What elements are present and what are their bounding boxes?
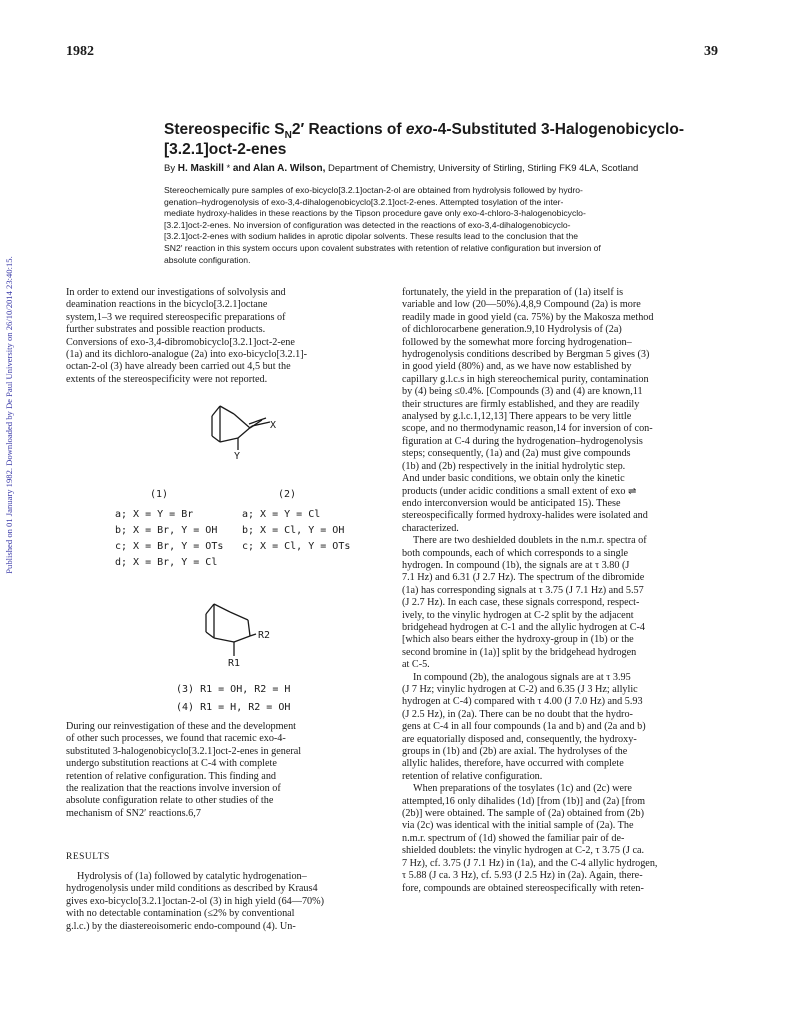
compound-1-variant: c; X = Br, Y = OTs <box>115 541 224 552</box>
text-line: the realization that the reactions involve inversion of <box>66 783 281 795</box>
author-star: * <box>223 163 233 174</box>
structure-1-label-y: Y <box>234 451 241 462</box>
abstract-line: genation–hydrogenolysis of exo-3,4-dihalogenobicyclo[3.2.1]oct-2-enes. Attempted tosylation of the inter- <box>164 196 564 207</box>
text-line: their structures are firmly established, and they are readily <box>402 398 640 410</box>
text-line: substituted 3-halogenobicyclo[3.2.1]oct-2-enes in general <box>66 745 302 757</box>
text-line: Hydrolysis of (1a) followed by catalytic hydrogenation– <box>77 871 307 882</box>
text-line: fortunately, the yield in the preparation of (1a) itself is <box>402 287 624 298</box>
page-number: 39 <box>704 44 718 59</box>
text-line: And under basic conditions, we obtain only the kinetic <box>402 473 625 485</box>
text-line: at C-5. <box>402 659 430 671</box>
text-line: shielded doublets: the vinylic hydrogen at C-2, τ 3.75 (J ca. <box>402 845 645 857</box>
text-line: extents of the stereospecificity were not reported. <box>66 373 268 385</box>
author-name-1: H. Maskill <box>177 163 224 174</box>
text-line: hydrogenolysis conditions described by Bergman 5 gives (3) <box>402 349 650 361</box>
abstract-line: [3.2.1]oct-2-enes with sodium halides in aprotic dipolar solvents. These results lead to the conclusion that the <box>164 231 579 242</box>
text-line: absolute configuration relate to other studies of the <box>66 795 274 807</box>
compound-2-variant: b; X = Cl, Y = OH <box>242 525 345 536</box>
text-line: Conversions of exo-3,4-dibromobicyclo[3.2.1]oct-2-ene <box>66 336 295 348</box>
author-line <box>164 163 754 174</box>
text-line: endo interconversion would be anticipated 15). These <box>402 497 621 509</box>
text-line: retention of relative configuration. <box>402 770 543 782</box>
text-line: n.m.r. spectrum of (1d) showed the familiar pair of de- <box>402 832 625 844</box>
text-line: (J 2.7 Hz). In each case, these signals correspond, respect- <box>402 597 640 609</box>
text-line: readily made in good yield (ca. 75%) by the Makosza method <box>402 311 654 323</box>
col1-para3 <box>66 871 386 933</box>
title-line-2: [3.2.1]oct-2-enes <box>164 141 287 158</box>
author-by: By <box>164 163 178 174</box>
compound-3-caption: (3) R1 = OH, R2 = H <box>176 684 291 695</box>
text-line: octan-2-ol (3) have already been carried out 4,5 but the <box>66 361 291 373</box>
compound-1-variant: d; X = Br, Y = Cl <box>115 557 218 568</box>
abstract <box>164 185 730 266</box>
text-line: fore, compounds are obtained stereospecifically with reten- <box>402 882 644 894</box>
compound-2-variant: a; X = Y = Cl <box>242 509 321 520</box>
text-line: steps; consequently, (1a) and (2a) must give compounds <box>402 448 631 460</box>
text-line: τ 5.88 (J ca. 3 Hz), cf. 5.93 (J 2.5 Hz) in (2a). Again, there- <box>402 870 643 882</box>
abstract-line: absolute configuration. <box>164 254 251 265</box>
compound-number-1: (1) <box>150 489 169 500</box>
text-line: products (under acidic conditions a small extent of exo ⇌ <box>402 485 637 497</box>
abstract-line: Stereochemically pure samples of exo-bicyclo[3.2.1]octan-2-ol are obtained from hydrolysis followed by hydro- <box>164 185 583 195</box>
text-line: figuration at C-4 during the hydrogenation–hydrogenolysis <box>402 435 643 447</box>
text-line: variable and low (20—50%).4,8,9 Compound (2a) is more <box>402 299 641 311</box>
text-line: There are two deshielded doublets in the n.m.r. spectra of <box>413 535 647 547</box>
text-line: When preparations of the tosylates (1c) and (2c) were <box>413 783 632 795</box>
text-line: groups in (1b) and (2b) are axial. The hydrolyses of the <box>402 746 628 758</box>
col2-text <box>402 287 728 895</box>
text-line: (J 2.5 Hz), in (2a). There can be no doubt that the hydro- <box>402 708 633 720</box>
download-notice-text: Published on 01 January 1982. Downloaded by De Paul University on 26/10/2014 23:40:15. <box>4 256 14 574</box>
title-part: 2′ Reactions of <box>291 121 406 138</box>
structure-1-label-x: X <box>270 420 277 431</box>
text-line: 7 Hz), cf. 3.75 (J 7.1 Hz) in (1a), and the C-4 allylic hydrogen, <box>402 857 658 869</box>
article-title <box>164 120 734 160</box>
compound-4-caption: (4) R1 = H, R2 = OH <box>176 702 291 713</box>
text-line: g.l.c.) by the diastereoisomeric endo-compound (4). Un- <box>66 920 296 932</box>
text-line: characterized. <box>402 522 459 534</box>
author-name-2: and Alan A. Wilson, <box>232 163 326 174</box>
text-line: attempted,16 only dihalides (1d) [from (1b)] and (2a) [from <box>402 795 646 807</box>
title-italic: exo <box>405 121 433 138</box>
title-part: Stereospecific S <box>164 121 285 138</box>
text-line: retention of relative configuration. This finding and <box>66 770 277 782</box>
structure-3-label-r1: R1 <box>228 658 241 669</box>
text-line: allylic halides, therefore, have occurred with complete <box>402 758 624 770</box>
compound-1-variant: b; X = Br, Y = OH <box>115 525 218 536</box>
text-line: in good yield (80%) and, as we have now established by <box>402 361 632 373</box>
text-line: (2b)] were obtained. The sample of (2a) obtained from (2b) <box>402 808 644 820</box>
text-line: stereospecifically formed hydroxy-halides were isolated and <box>402 510 648 522</box>
text-line: During our reinvestigation of these and the development <box>66 721 297 732</box>
text-line: followed by the somewhat more forcing hydrogenation– <box>402 336 632 348</box>
text-line: deamination reactions in the bicyclo[3.2.1]octane <box>66 299 268 311</box>
abstract-line: [3.2.1]oct-2-enes. No inversion of configuration was detected in the reactions of exo-3,4-dihalogenobicyclo- <box>164 219 571 230</box>
structure-3-label-r2: R2 <box>258 630 271 641</box>
text-line: via (2c) was identical with the initial sample of (2a). The <box>402 820 634 832</box>
compound-number-2: (2) <box>278 489 297 500</box>
text-line: In order to extend our investigations of solvolysis and <box>66 287 286 298</box>
text-line: are equatorially disposed and, consequently, the hydroxy- <box>402 733 637 745</box>
title-part: -4-Substituted 3-Halogenobicyclo- <box>432 121 684 138</box>
col1-para2 <box>66 721 386 820</box>
compound-1-list <box>115 507 223 571</box>
text-line: scope, and no thermodynamic reason,14 for inversion of con- <box>402 423 653 435</box>
results-heading: RESULTS <box>66 852 110 862</box>
text-line: 7.1 Hz) and 6.31 (J 2.7 Hz). The spectrum of the dibromide <box>402 572 645 584</box>
compound-2-list <box>242 507 350 555</box>
text-line: mechanism of SN2′ reactions.6,7 <box>66 807 201 819</box>
text-line: with no detectable contamination (≤2% by conventional <box>66 908 295 920</box>
text-line: further substrates and possible reaction products. <box>66 324 266 336</box>
text-line: undergo substitution reactions at C-4 with complete <box>66 758 277 770</box>
text-line: analysed by g.l.c.1,12,13] There appears to be very little <box>402 411 632 423</box>
text-line: hydrogenolysis under mild conditions as described by Kraus4 <box>66 883 318 895</box>
structure-3-diagram <box>196 598 286 664</box>
text-line: (1a) has corresponding signals at τ 3.75 (J 7.1 Hz) and 5.57 <box>402 584 644 596</box>
text-line: hydrogen. In compound (1b), the signals are at τ 3.80 (J <box>402 559 630 571</box>
text-line: of other such processes, we found that racemic exo-4- <box>66 733 286 745</box>
text-line: capillary g.l.c.s in high stereochemical purity, contamination <box>402 373 649 385</box>
text-line: both compounds, each of which corresponds to a single <box>402 547 629 559</box>
compound-2-variant: c; X = Cl, Y = OTs <box>242 541 351 552</box>
text-line: (J 7 Hz; vinylic hydrogen at C-2) and 6.35 (J 3 Hz; allylic <box>402 684 638 695</box>
text-line: (1a) and its dichloro-analogue (2a) into exo-bicyclo[3.2.1]- <box>66 349 308 361</box>
download-notice <box>2 180 16 650</box>
text-line: second bromine in (1a)] split by the bridgehead hydrogen <box>402 646 637 658</box>
text-line: bridgehead hydrogen at C-1 and the allylic hydrogen at C-4 <box>402 621 646 633</box>
text-line: of dichlorocarbene generation.9,10 Hydrolysis of (2a) <box>402 324 622 336</box>
abstract-line: mediate hydroxy-halides in these reactions by the Tipson procedure gave only exo-4-chloro-3-halogenobicyclo- <box>164 208 586 219</box>
text-line: [which also bears either the hydroxy-group in (1b) or the <box>402 634 634 646</box>
text-line: ively, to the vinylic hydrogen at C-2 split by the adjacent <box>402 609 634 621</box>
text-line: hydrogen at C-4) compared with τ 4.00 (J 7.0 Hz) and 5.93 <box>402 696 643 708</box>
text-line: (1b) and (2b) respectively in the initial hydrolytic step. <box>402 460 626 472</box>
running-year: 1982 <box>66 44 94 59</box>
abstract-line: SN2′ reaction in this system occurs upon covalent substrates with retention of relative configuration but inversion of <box>164 242 601 253</box>
text-line: gens at C-4 in all four compounds (1a and b) and (2a and b) <box>402 721 646 733</box>
text-line: In compound (2b), the analogous signals are at τ 3.95 <box>413 671 631 683</box>
col1-intro <box>66 287 386 386</box>
compound-1-variant: a; X = Y = Br <box>115 509 194 520</box>
text-line: gives exo-bicyclo[3.2.1]octan-2-ol (3) in high yield (64—70%) <box>66 895 325 907</box>
text-line: by (4) being ≤0.4%. [Compounds (3) and (4) are known,11 <box>402 386 643 398</box>
author-affiliation: Department of Chemistry, University of Stirling, Stirling FK9 4LA, Scotland <box>325 163 639 174</box>
title-subscript: N <box>284 130 292 142</box>
text-line: system,1–3 we required stereospecific preparations of <box>66 311 286 323</box>
